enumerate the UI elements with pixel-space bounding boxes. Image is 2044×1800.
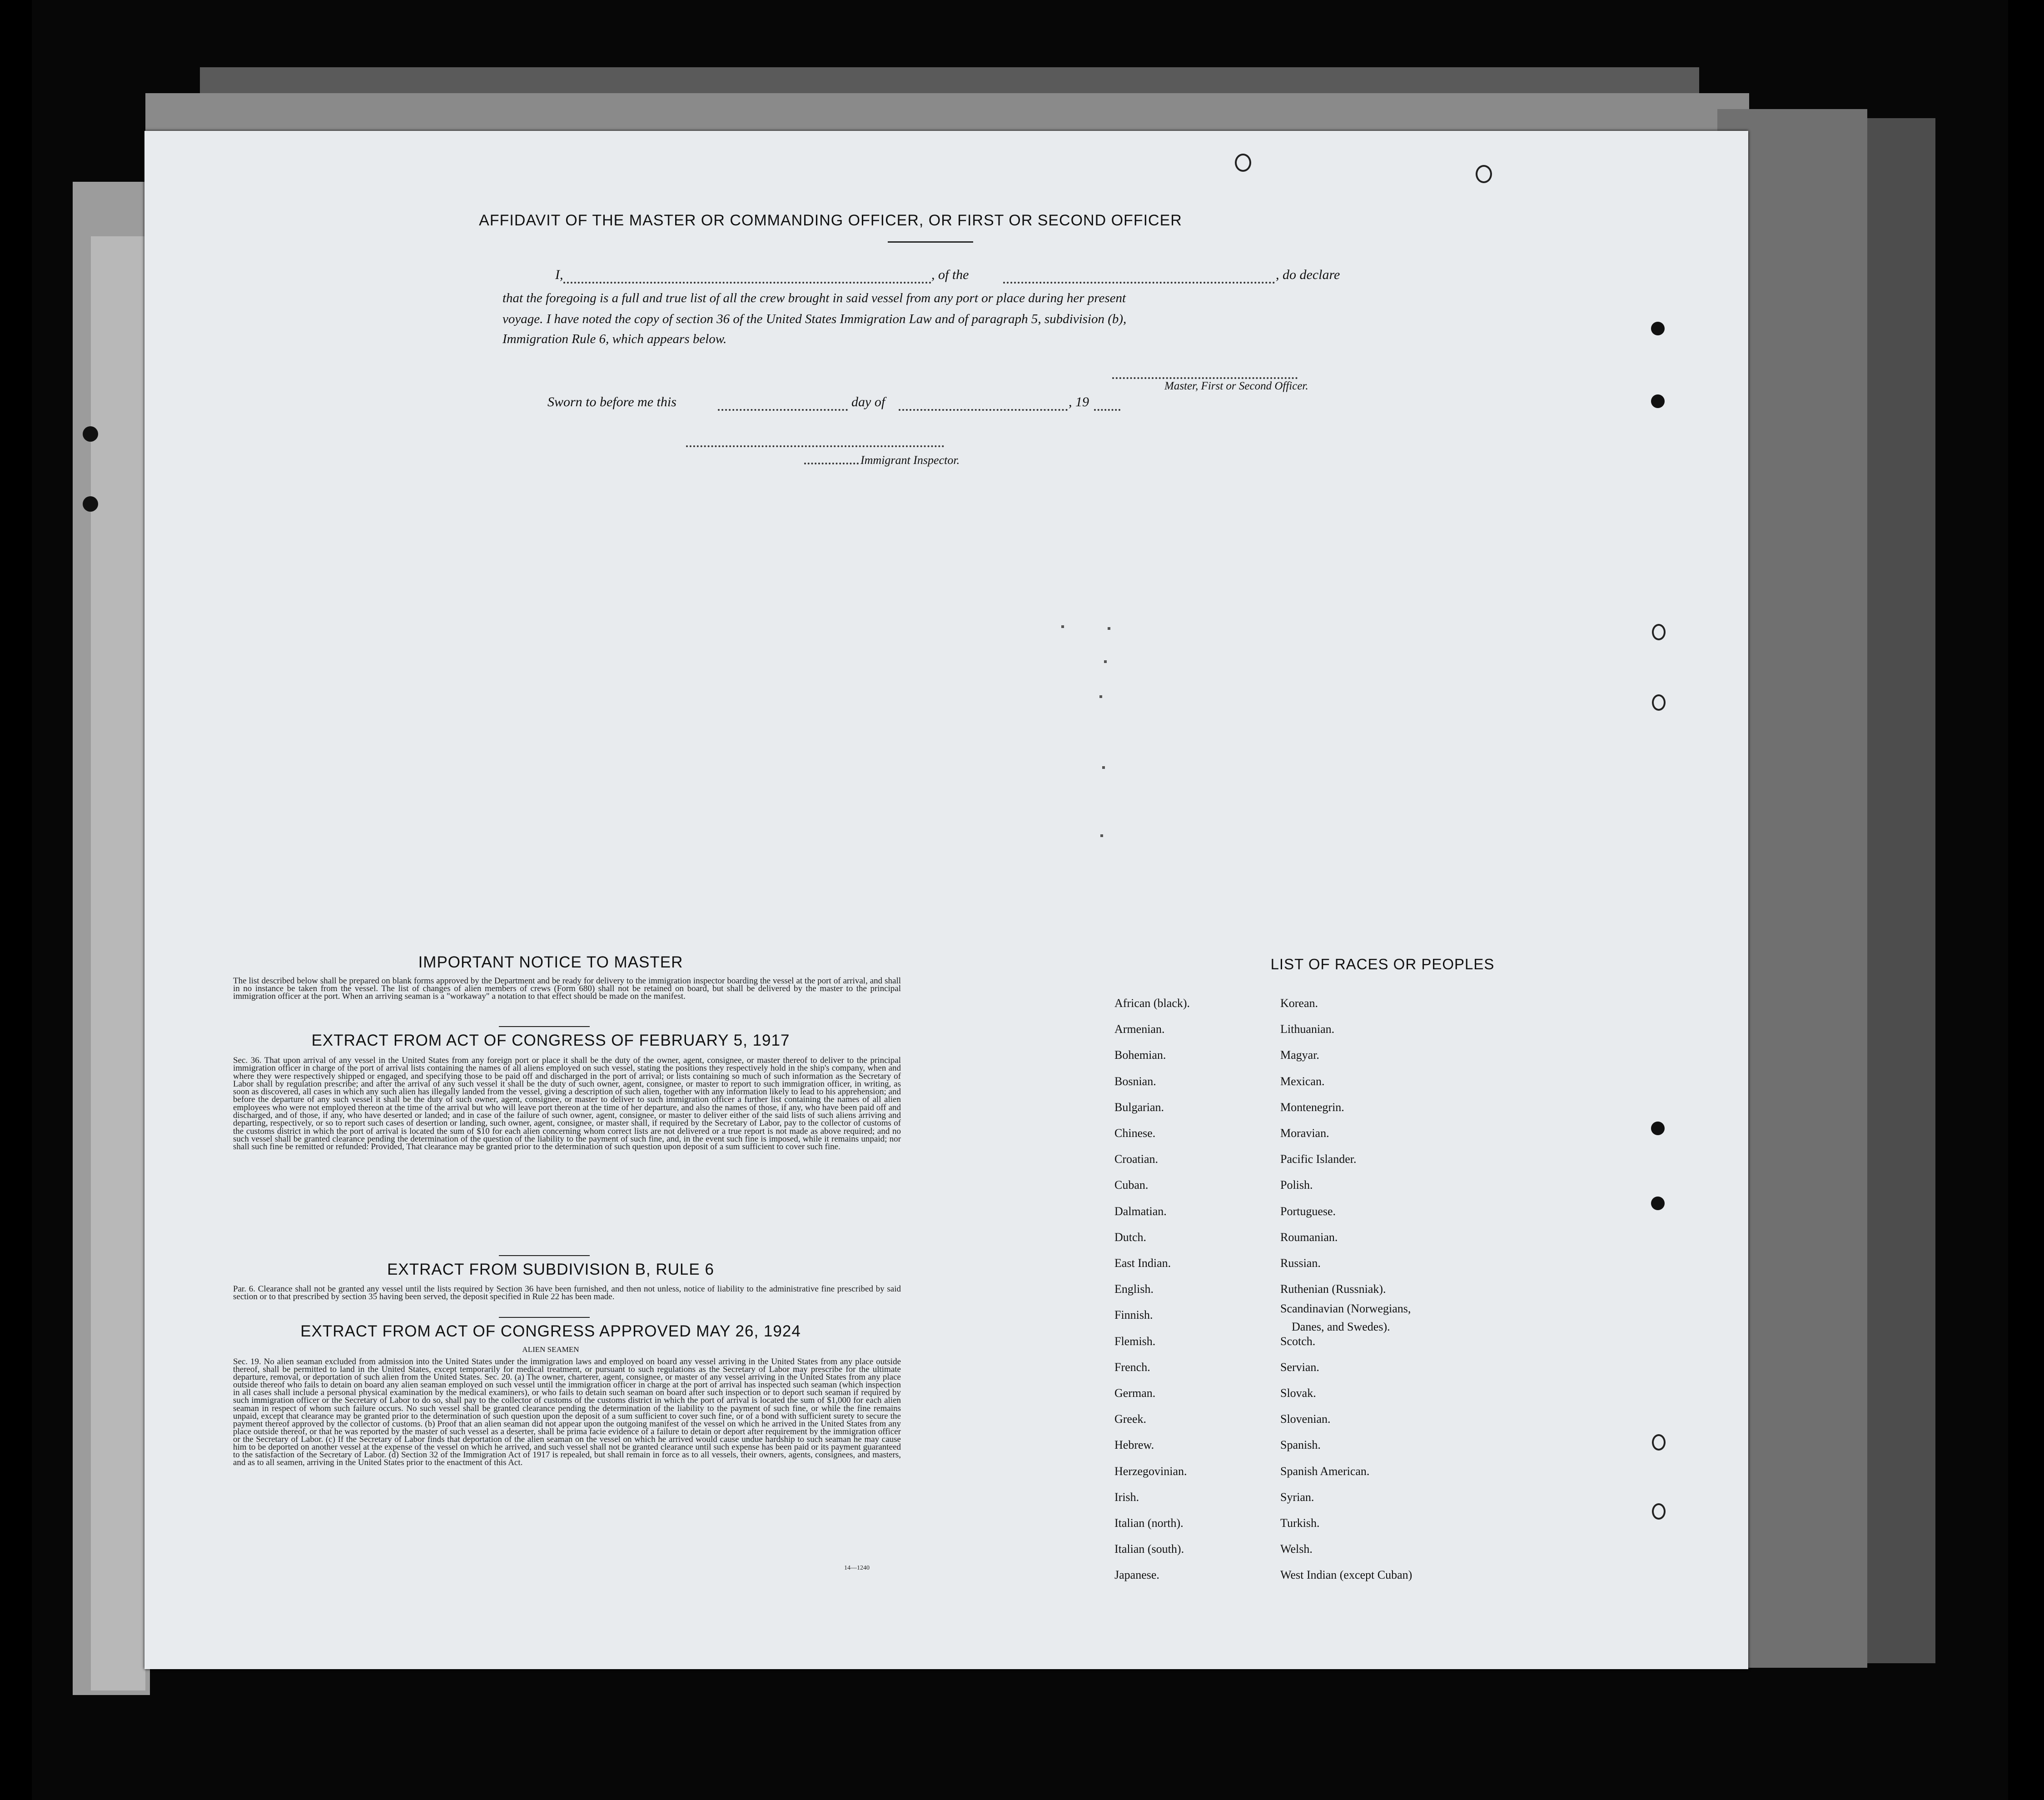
- inspector-label: Immigrant Inspector.: [860, 454, 960, 467]
- sworn-year-blank: [1094, 409, 1120, 411]
- race-item: Hebrew.: [1114, 1438, 1154, 1452]
- notice-title: IMPORTANT NOTICE TO MASTER: [418, 953, 683, 971]
- race-item: Polish.: [1280, 1178, 1313, 1192]
- affidavit-line-1: that the foregoing is a full and true list of all the crew brought in said vessel from any port or place during her present: [502, 291, 1126, 305]
- race-item: Welsh.: [1280, 1542, 1313, 1556]
- race-item: Cuban.: [1114, 1178, 1149, 1192]
- extract-rule6-rule: [499, 1317, 590, 1318]
- extract-1924-subtitle: ALIEN SEAMEN: [522, 1345, 579, 1354]
- name-blank: [563, 282, 931, 284]
- race-item: East Indian.: [1114, 1257, 1171, 1270]
- notice-text: The list described below shall be prepared on blank forms approved by the Department and be ready for delivery to the immigration inspector boarding the vessel at the port of arrival, and shall in no instance be taken from the vessel. The list of changes of alien members of crews (Form 680) shall not be retained on board, but shall be delivered by the master to the principal immigration officer at the port. When an arriving seaman is a "workaway" a notation to that effect should be made on the manifest.: [233, 976, 901, 1001]
- race-item: Ruthenian (Russniak).: [1280, 1282, 1386, 1296]
- race-item: French.: [1114, 1360, 1150, 1374]
- race-item: Lithuanian.: [1280, 1022, 1335, 1036]
- extract-1924-title: EXTRACT FROM ACT OF CONGRESS APPROVED MAY 26, 1924: [300, 1322, 801, 1340]
- master-signature-line: [1112, 377, 1298, 379]
- backing-sheet-left-tab: [91, 236, 145, 1690]
- extract-1924-text: Sec. 19. No alien seaman excluded from admission into the United States under the immigration laws and employed on board any vessel arriving in the United States from any place outside thereof, shall be permitted to land in the United States, except temporarily for medical treatment, or pursuant to such regulations as the Secretary of Labor may prescribe for the ultimate departure, removal, or deportation of such alien from the United States. Sec. 20. (a) The owner, charterer, agent, consignee, or master of any vessel arriving in the United States from any place outside thereof who fails to detain on board any alien seaman employed on such vessel until the immigration officer in charge at the port of arrival has inspected such seaman (which inspection in all cases shall include a personal physical examination by the medical examiners), or who fails to detain such seaman on board after such inspection or to deport such seaman if required by such immigration officer or the Secretary of Labor to do so, shall pay to the collector of customs of the customs district in which the port of arrival is located the sum of $1,000 for each alien seaman in respect of whom such failure occurs. No such vessel shall be granted clearance pending the determination of the liability to the payment of such fine, or while the fine remains unpaid, except that clearance may be granted prior to the determination of such question upon the deposit of a sum sufficient to cover such fine, or of a bond with sufficient surety to secure the payment thereof approved by the collector of customs. (b) Proof that an alien seaman did not appear upon the outgoing manifest of the vessel on which he arrived in the United States from any place outside thereof, or that he was reported by the master of such vessel as a deserter, shall be prima facie evidence of a failure to detain or deport after requirement by the immigration officer or the Secretary of Labor. (c) If the Secretary of Labor finds that deportation of the alien seaman on the vessel on which he arrived would cause undue hardship to such seaman he may cause him to be deported on another vessel at the expense of the vessel on which he arrived, and such vessel shall not be granted clearance until such expense has been paid or its payment guaranteed to the satisfaction of the Secretary of Labor. (d) Section 32 of the Immigration Act of 1917 is repealed, but shall remain in force as to all vessels, their owners, agents, consignees, and masters, and as to all seamen, arriving in the United States prior to the enactment of this Act.: [233, 1357, 901, 1468]
- races-title: LIST OF RACES OR PEOPLES: [1270, 956, 1495, 972]
- extract-rule6-title: EXTRACT FROM SUBDIVISION B, RULE 6: [387, 1261, 714, 1278]
- race-item: Bulgarian.: [1114, 1100, 1164, 1114]
- race-item: Mexican.: [1280, 1074, 1325, 1088]
- race-item: Montenegrin.: [1280, 1100, 1344, 1114]
- race-item: Danes, and Swedes).: [1292, 1320, 1390, 1334]
- race-item: Flemish.: [1114, 1334, 1156, 1348]
- race-item: Croatian.: [1114, 1152, 1159, 1166]
- sworn-month-blank: [899, 409, 1068, 411]
- race-item: Roumanian.: [1280, 1230, 1338, 1244]
- inspector-signature-line-2: [804, 463, 859, 464]
- sworn-year: , 19: [1069, 394, 1089, 409]
- race-item: Russian.: [1280, 1257, 1321, 1270]
- speck: [1099, 695, 1102, 698]
- race-item: Bohemian.: [1114, 1048, 1166, 1062]
- race-item: Armenian.: [1114, 1022, 1165, 1036]
- affidavit-do-declare: , do declare: [1276, 267, 1340, 282]
- affidavit-title: AFFIDAVIT OF THE MASTER OR COMMANDING OFFICER, OR FIRST OR SECOND OFFICER: [479, 212, 1182, 229]
- binder-ring: [1652, 694, 1666, 711]
- race-item: West Indian (except Cuban): [1280, 1568, 1412, 1582]
- race-item: African (black).: [1114, 997, 1190, 1010]
- race-item: Dutch.: [1114, 1230, 1147, 1244]
- affidavit-of-the: , of the: [931, 267, 969, 282]
- grommet-ring: [1235, 154, 1251, 172]
- affidavit-i: I,: [555, 267, 563, 282]
- race-item: Moravian.: [1280, 1127, 1329, 1140]
- binder-ring: [1652, 1503, 1666, 1520]
- race-item: Korean.: [1280, 997, 1318, 1010]
- race-item: Magyar.: [1280, 1048, 1319, 1062]
- binder-hole: [1651, 1122, 1665, 1135]
- punch-hole: [83, 496, 98, 512]
- speck: [1100, 834, 1103, 837]
- affidavit-line-2: voyage. I have noted the copy of section 36 of the United States Immigration Law and of paragraph 5, subdivision (b),: [502, 312, 1127, 326]
- race-item: Pacific Islander.: [1280, 1152, 1357, 1166]
- binder-hole: [1651, 322, 1665, 335]
- film-edge-left: [0, 0, 32, 1800]
- inspector-signature-line: [686, 445, 944, 447]
- extract-1917-title: EXTRACT FROM ACT OF CONGRESS OF FEBRUARY 5, 1917: [311, 1032, 790, 1049]
- race-item: English.: [1114, 1282, 1154, 1296]
- sworn-day-blank: [718, 409, 848, 411]
- backing-sheet-right-dark: [1867, 118, 1935, 1663]
- race-item: Chinese.: [1114, 1127, 1156, 1140]
- vessel-blank: [1003, 282, 1275, 284]
- race-item: German.: [1114, 1386, 1156, 1400]
- race-item: Finnish.: [1114, 1308, 1153, 1322]
- document-page: [144, 131, 1748, 1669]
- race-item: Italian (south).: [1114, 1542, 1184, 1556]
- film-edge-right: [2008, 0, 2044, 1800]
- extract-rule6-text: Par. 6. Clearance shall not be granted any vessel until the lists required by Section 36 have been furnished, and then not unless, notice of liability to the administrative fine prescribed by said section or to that prescribed by section 35 having been served, the deposit specified in Rule 22 has been made.: [233, 1284, 901, 1301]
- race-item: Bosnian.: [1114, 1074, 1156, 1088]
- extract-1917-text: Sec. 36. That upon arrival of any vessel in the United States from any foreign port or place it shall be the duty of the owner, agent, consignee, or master thereof to deliver to the principal immigration officer in charge of the port of arrival lists containing the names of all aliens employed on such vessel, stating the positions they respectively hold in the ship's company, when and where they were respectively shipped or engaged, and specifying those to be paid off and discharged in the port of arrival; or lists containing so much of such information as the Secretary of Labor shall by regulation prescribe; and after the arrival of any such vessel it shall be the duty of such owner, agent, consignee, or master to report to such immigration officer, in writing, as soon as discovered, all cases in which any such alien has illegally landed from the vessel, giving a description of such alien, together with any information likely to lead to his apprehension; and before the departure of any such vessel it shall be the duty of such owner, agent, consignee, or master to deliver to such immigration officer a further list containing the names of all alien employees who were not employed thereon at the time of the arrival but who will leave port thereon at the time of her departure, and also the names of those, if any, who have been paid off and discharged, and of those, if any, who have deserted or landed; and in case of the failure of such owner, agent, consignee, or master to deliver either of the said lists of such aliens arriving and departing, respectively, or so to report such cases of desertion or landing, such owner, agent, consignee, or master shall, if required by the Secretary of Labor, pay to the collector of customs of the customs district in which the port of arrival is located the sum of $10 for each alien concerning whom correct lists are not delivered or a true report is not made as above required; and no such vessel shall be granted clearance pending the determination of the question of the liability to the payment of such fine, and, in the event such fine is imposed, while it remains unpaid; nor shall such fine be remitted or refunded: Provided, That clearance may be granted prior to the determination of such question upon deposit of a sum sufficient to cover such fine.: [233, 1056, 901, 1152]
- race-item: Syrian.: [1280, 1490, 1314, 1504]
- race-item: Slovenian.: [1280, 1412, 1331, 1426]
- binder-hole: [1651, 394, 1665, 408]
- extract-1917-rule: [499, 1255, 590, 1256]
- speck: [1102, 766, 1105, 769]
- speck: [1061, 625, 1064, 628]
- race-item: Spanish American.: [1280, 1464, 1370, 1478]
- race-item: Irish.: [1114, 1490, 1139, 1504]
- race-item: Turkish.: [1280, 1516, 1320, 1530]
- master-signature-label: Master, First or Second Officer.: [1164, 380, 1308, 392]
- grommet-ring: [1476, 165, 1492, 183]
- race-item: Italian (north).: [1114, 1516, 1184, 1530]
- race-item: Scandinavian (Norwegians,: [1280, 1302, 1411, 1316]
- notice-rule: [499, 1026, 590, 1027]
- sworn-day-of: day of: [851, 394, 885, 409]
- race-item: Servian.: [1280, 1360, 1319, 1374]
- backing-sheet-top-2: [145, 93, 1749, 134]
- punch-hole: [83, 426, 98, 442]
- binder-ring: [1652, 624, 1666, 640]
- race-item: Scotch.: [1280, 1334, 1316, 1348]
- race-item: Greek.: [1114, 1412, 1147, 1426]
- race-item: Portuguese.: [1280, 1204, 1336, 1218]
- race-item: Herzegovinian.: [1114, 1464, 1187, 1478]
- binder-hole: [1651, 1197, 1665, 1210]
- affidavit-line-3: Immigration Rule 6, which appears below.: [502, 332, 727, 346]
- race-item: Slovak.: [1280, 1386, 1316, 1400]
- speck: [1108, 627, 1110, 630]
- race-item: Dalmatian.: [1114, 1204, 1167, 1218]
- speck: [1104, 660, 1107, 663]
- title-underline: [888, 241, 973, 243]
- binder-ring: [1652, 1434, 1666, 1451]
- form-number: 14—1240: [844, 1565, 870, 1571]
- race-item: Japanese.: [1114, 1568, 1159, 1582]
- race-item: Spanish.: [1280, 1438, 1321, 1452]
- sworn-prefix: Sworn to before me this: [547, 394, 676, 409]
